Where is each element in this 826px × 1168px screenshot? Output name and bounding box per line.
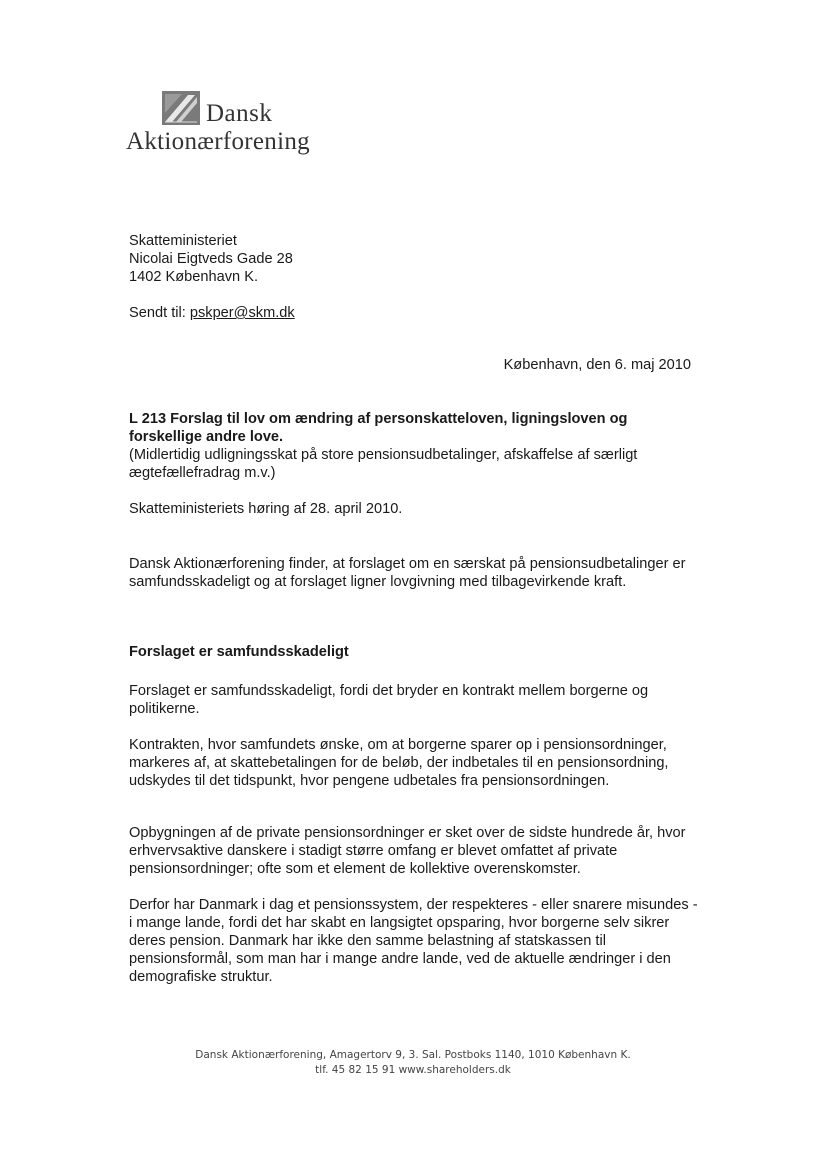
subject-subtitle: (Midlertidig udligningsskat på store pensionsudbetalinger, afskaffelse af særligt ægtefællefradrag m.v.) <box>129 447 638 481</box>
body-paragraph-3: Opbygningen af de private pensionsordninger er sket over de sidste hundrede år, hvor erhvervsaktive danskere i stadigt større omfang er blevet omfattet af private pensionsordninger; ofte som et element de kollektive overenskomster. <box>129 825 686 877</box>
email-link[interactable]: pskper@skm.dk <box>189 305 295 321</box>
body-paragraph-4: Derfor har Danmark i dag et pensionssystem, der respekteres - eller snarere misundes - i mange lande, fordi det har skabt en langsigtet opsparing, hvor borgerne selv sikrer deres pension. Danmark har ikke den samme belastning af statskassen til pensionsformål, som man har i mange andre lande, ved de aktuelle ændringer i den demografiske struktur. <box>129 897 698 985</box>
letter-date: København, den 6. maj 2010 <box>503 357 691 373</box>
subject-block <box>129 410 699 482</box>
recipient-street: Nicolai Eigtveds Gade 28 <box>129 251 293 267</box>
logo-text-line2: Aktionærforening <box>126 128 310 155</box>
footer-address: Dansk Aktionærforening, Amagertorv 9, 3. Sal. Postboks 1140, 1010 København K. <box>195 1049 631 1061</box>
body-paragraph-2: Kontrakten, hvor samfundets ønske, om at borgerne sparer op i pensionsordninger, markeres af, at skattebetalingen for de beløb, der indbetales til en pensionsordning, udskydes til det tidspunkt, hvor pengene udbetales fra pensionsordningen. <box>129 737 669 789</box>
recipient-address <box>129 232 293 286</box>
hearing-reference: Skatteministeriets høring af 28. april 2010. <box>129 501 403 517</box>
logo-text-line1: Dansk <box>206 100 273 127</box>
logo-mark-icon <box>162 91 200 125</box>
intro-paragraph: Dansk Aktionærforening finder, at forslaget om en særskat på pensionsudbetalinger er samfundsskadeligt og at forslaget ligner lovgivning med tilbagevirkende kraft. <box>129 556 686 590</box>
body-paragraph-1: Forslaget er samfundsskadeligt, fordi det bryder en kontrakt mellem borgerne og politikerne. <box>129 683 649 717</box>
logo <box>126 88 346 158</box>
subject-title: L 213 Forslag til lov om ændring af personskatteloven, ligningsloven og forskellige andre love. <box>129 411 628 445</box>
section-heading: Forslaget er samfundsskadeligt <box>129 644 349 660</box>
recipient-name: Skatteministeriet <box>129 233 237 249</box>
sent-to-label: Sendt til: <box>129 305 186 321</box>
letter-footer <box>0 1048 826 1078</box>
footer-contact: tlf. 45 82 15 91 www.shareholders.dk <box>315 1064 511 1076</box>
sent-to-line <box>129 304 295 322</box>
recipient-city: 1402 København K. <box>129 269 259 285</box>
